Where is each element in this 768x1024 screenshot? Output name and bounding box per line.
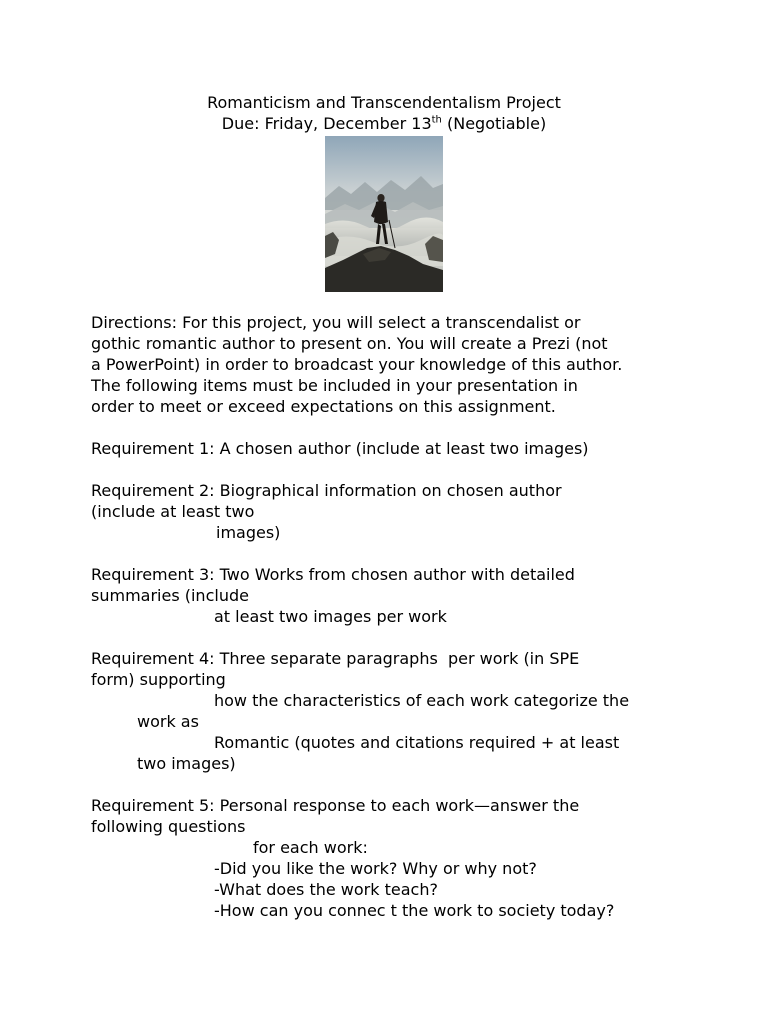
due-date: [0, 113, 768, 134]
question-item: -What does the work teach?: [214, 880, 438, 899]
title-block: [0, 92, 768, 134]
requirement-line: Romantic (quotes and citations required + at least: [214, 733, 620, 752]
directions-line: gothic romantic author to present on. You will create a Prezi (not: [91, 334, 608, 353]
requirement-line: Requirement 4: Three separate paragraphs per work (in SPE: [91, 649, 580, 668]
directions-line: order to meet or exceed expectations on this assignment.: [91, 397, 556, 416]
requirement-line: two images): [137, 754, 236, 773]
requirement-line: at least two images per work: [214, 607, 447, 626]
requirement-line: Requirement 1: A chosen author (include at least two images): [91, 439, 589, 458]
requirement-4: [91, 648, 691, 774]
requirement-line: how the characteristics of each work categorize the: [214, 691, 630, 710]
requirement-line: work as: [137, 712, 199, 731]
requirement-line: Requirement 3: Two Works from chosen author with detailed: [91, 565, 575, 584]
document-body: [91, 312, 691, 921]
directions-paragraph: [91, 312, 691, 417]
requirement-line: (include at least two: [91, 502, 255, 521]
directions-line: Directions: For this project, you will select a transcendalist or: [91, 313, 581, 332]
directions-line: The following items must be included in your presentation in: [91, 376, 578, 395]
requirement-3: [91, 564, 691, 627]
requirement-line: following questions: [91, 817, 246, 836]
question-item: -Did you like the work? Why or why not?: [214, 859, 537, 878]
requirement-line: form) supporting: [91, 670, 226, 689]
question-item: -How can you connec t the work to society today?: [214, 901, 615, 920]
requirement-5: [91, 795, 691, 921]
requirement-line: images): [216, 523, 281, 542]
requirement-1: [91, 438, 691, 459]
requirement-line: Requirement 5: Personal response to each work—answer the: [91, 796, 580, 815]
requirement-2: [91, 480, 691, 543]
project-title: Romanticism and Transcendentalism Project: [207, 93, 561, 112]
due-date-note: (Negotiable): [441, 114, 547, 133]
requirement-line: summaries (include: [91, 586, 249, 605]
directions-line: a PowerPoint) in order to broadcast your knowledge of this author.: [91, 355, 623, 374]
due-date-superscript: th: [431, 114, 442, 126]
requirement-line: Requirement 2: Biographical information on chosen author: [91, 481, 562, 500]
due-date-text: Due: Friday, December 13: [221, 114, 432, 133]
wanderer-painting-image: [325, 136, 443, 292]
requirement-line: for each work:: [253, 838, 368, 857]
